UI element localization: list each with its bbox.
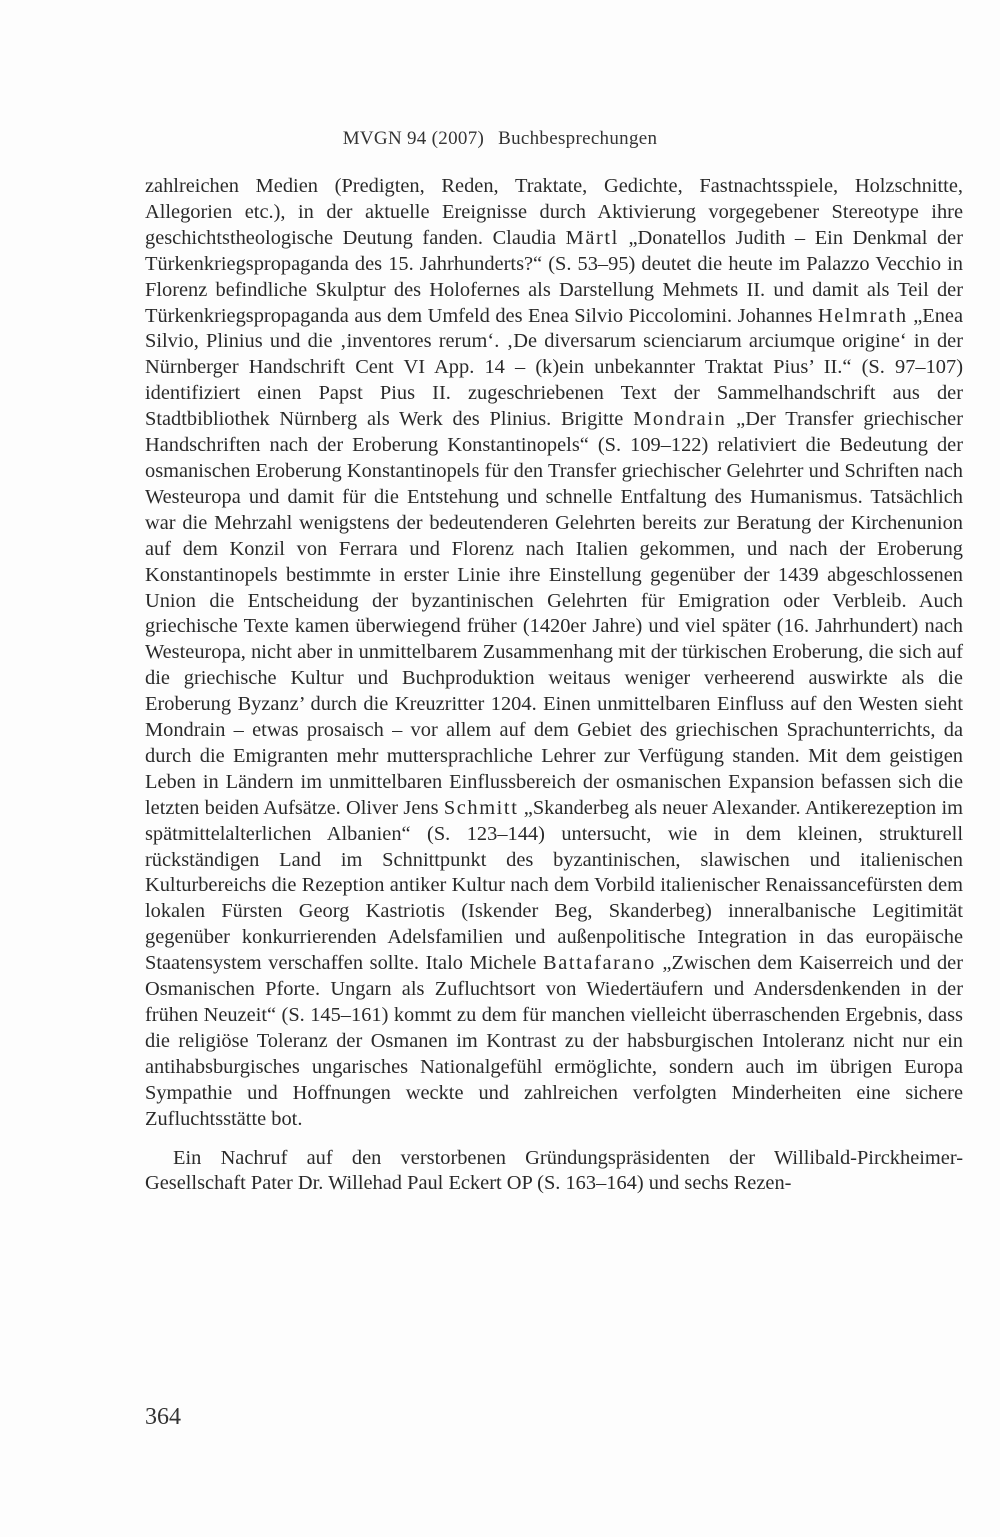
paragraph-2: Ein Nachruf auf den verstorbenen Gründungspräsidenten der Willibald-Pirckheimer-Gesellschaft Pater Dr. Willehad Paul Eckert OP (S. 163–164) und sechs Rezen- xyxy=(145,1146,963,1195)
author-name: Battafarano xyxy=(543,952,656,975)
author-name: Schmitt xyxy=(443,796,519,819)
text-segment: „Der Transfer griechischer Handschriften nach der Eroberung Konstantinopels“ (S. 109–122) relativiert die Bedeutung der osmanischen Eroberung Konstantinopels für den Transfer griechischer Gelehrter und Schriften nach Westeuropa und damit für die Entstehung und schnelle Entfaltung des Humanismus. Tatsächlich war die Mehrzahl wenigstens der bedeutenderen Gelehrten bereits zur Beratung der Kirchenunion auf dem Konzil von Ferrara und Florenz nach Italien gekommen, und nach der Eroberung Konstantinopels bestimmte in erster Linie ihre Einstellung gegenüber der 1439 abgeschlossenen Union die Entscheidung der byzantinischen Gelehrten für Emigration oder Verbleib. Auch griechische Texte kamen überwiegend früher (1420er Jahre) und viel später (16. Jahrhundert) nach Westeuropa, nicht aber in unmittelbarem Zusammenhang mit der türkischen Eroberung, die sich auf die griechische Kultur und Buchproduktion weitaus weniger verheerend auswirkte als die Eroberung Byzanz’ durch die Kreuzritter 1204. Einen unmittelbaren Einfluss auf den Westen sieht Mondrain – etwas prosaisch – vor allem auf dem Gebiet des griechischen Sprachunterrichts, da durch die Emigranten mehr muttersprachliche Lehrer zur Verfügung standen. Mit dem geistigen Leben in Ländern im unmittelbaren Einflussbereich der osmanischen Expansion befassen sich die letzten beiden Aufsätze. Oliver Jens xyxy=(145,408,963,819)
section-title: Buchbesprechungen xyxy=(498,128,658,149)
author-name: Mondrain xyxy=(633,408,727,431)
author-name: Märtl xyxy=(565,226,619,249)
text-segment: „Donatellos Judith – Ein Denkmal der Türkenkriegspropaganda des 15. Jahrhunderts?“ (S. 53–95) deutet die heute im Palazzo Vecchio in Florenz befindliche Skulptur des Holofernes als Darstellung Mehmets II. und damit als Teil der Türkenkriegspropaganda aus dem Umfeld des Enea Silvio Piccolomini. Johannes xyxy=(145,226,963,327)
main-text xyxy=(145,174,963,1197)
text-segment: zahlreichen Medien (Predigten, Reden, Traktate, Gedichte, Fastnachtsspiele, Holzschnitte, Allegorien etc.), in der aktuelle Ereignisse durch Aktivierung vorgegebener Stereotype ihre geschichtstheologische Deutung fanden. Claudia xyxy=(145,175,963,249)
text-segment: „Enea Silvio, Plinius und die ‚inventores rerum‘. ‚De diversarum scienciarum arciumque origine‘ in der Nürnberger Handschrift Cent VI App. 14 – (k)ein unbekannter Traktat Pius’ II.“ (S. 97–107) identifiziert einen Papst Pius II. zugeschriebenen Text der Sammelhandschrift aus der Stadtbibliothek Nürnberg als Werk des Plinius. Brigitte xyxy=(145,304,963,431)
running-header xyxy=(0,128,1000,150)
journal-citation: MVGN 94 (2007) xyxy=(342,128,485,149)
paragraph-1 xyxy=(145,174,963,1133)
text-segment: „Skanderbeg als neuer Alexander. Antikerezeption im spätmittelalterlichen Albanien“ (S. 123–144) untersucht, wie in dem kleinen, strukturell rückständigen Land im Schnittpunkt des byzantinischen, slawischen und italienischen Kulturbereichs die Rezeption antiker Kultur nach dem Vorbild italienischer Renaissancefürsten dem lokalen Fürsten Georg Kastriotis (Iskender Beg, Skanderbeg) inneralbanische Legitimität gegenüber konkurrierenden Adelsfamilien und außenpolitische Integration in das europäische Staatensystem verschaffen sollte. Italo Michele xyxy=(145,796,963,975)
author-name: Helmrath xyxy=(817,304,908,327)
page-number: 364 xyxy=(145,1404,181,1430)
text-segment: „Zwischen dem Kaiserreich und der Osmanischen Pforte. Ungarn als Zufluchtsort von Wiedertäufern und Andersdenkenden in der frühen Neuzeit“ (S. 145–161) kommt zu dem für manchen vielleicht überraschenden Ergebnis, dass die religiöse Toleranz der Osmanen im Kontrast zu der habsburgischen Intoleranz nicht nur ein antihabsburgisches ungarisches Nationalgefühl ermöglichte, sondern auch im übrigen Europa Sympathie und Hoffnungen weckte und zahlreichen verfolgten Minderheiten eine sichere Zufluchtsstätte bot. xyxy=(145,952,963,1130)
